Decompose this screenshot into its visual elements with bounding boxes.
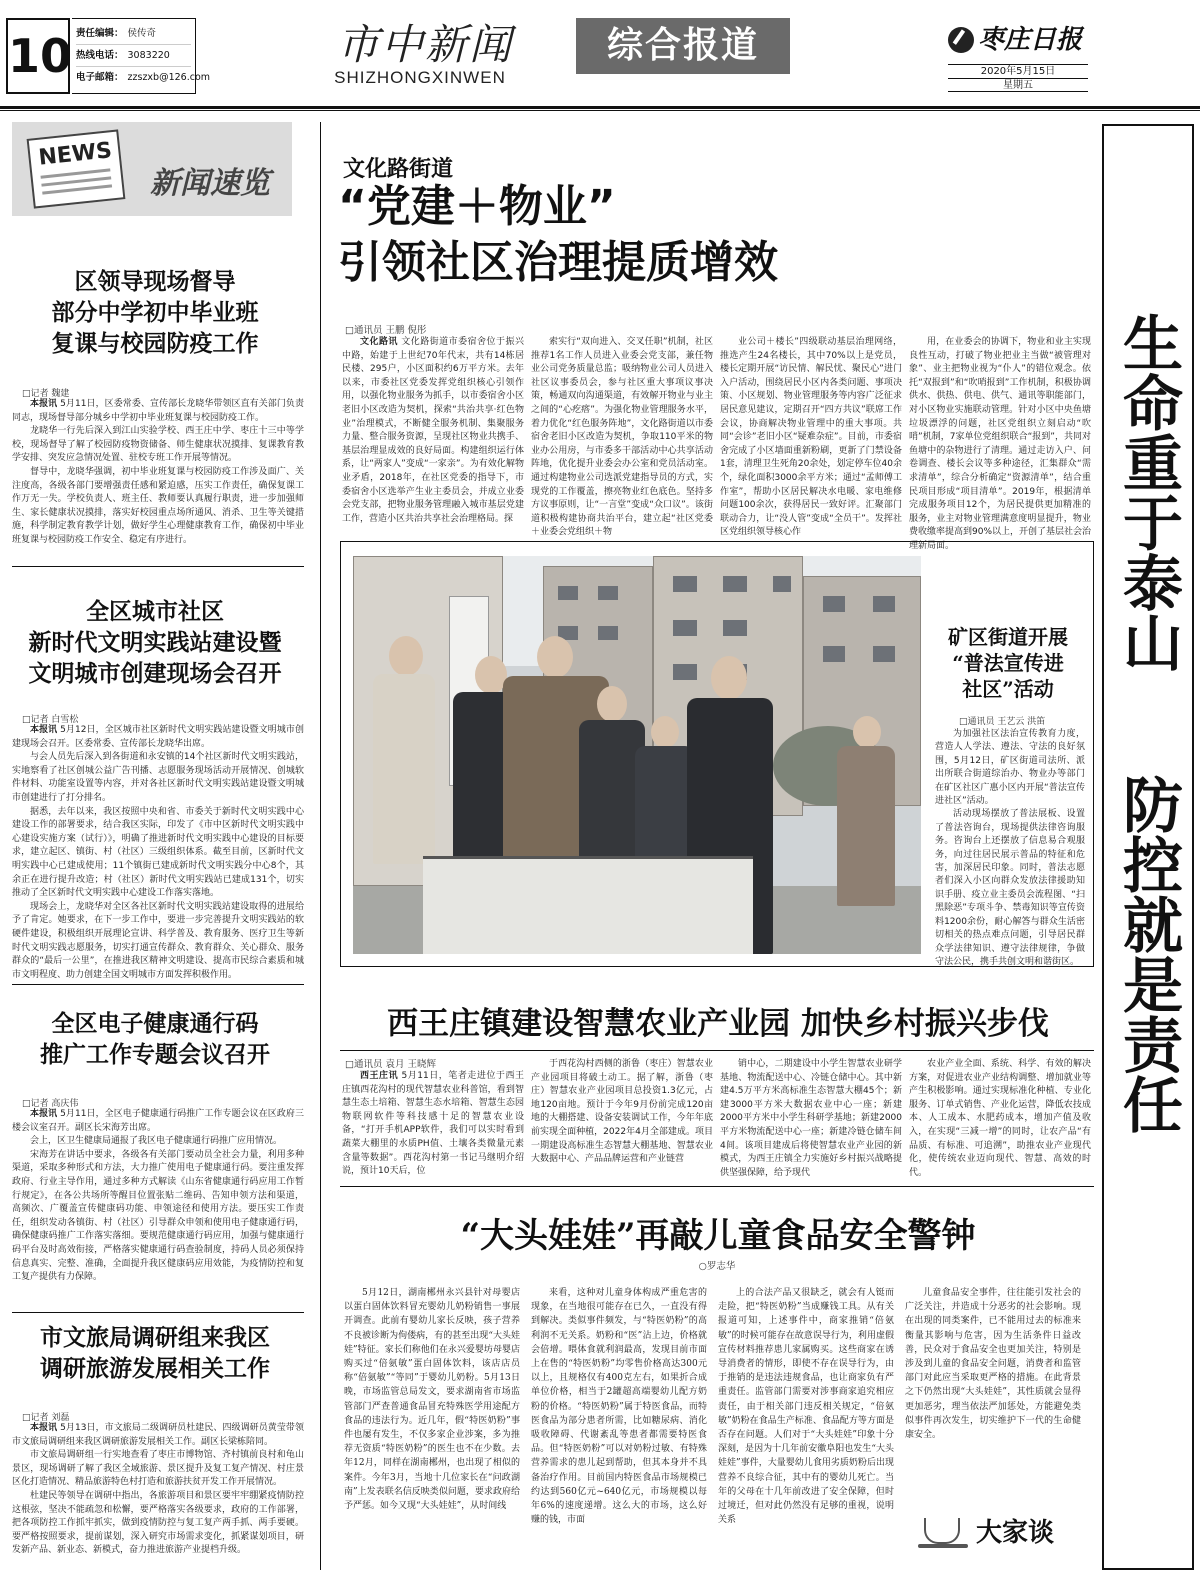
slogan-line-2 bbox=[1104, 774, 1192, 1134]
news-flash-label: 新闻速览 bbox=[150, 166, 270, 201]
mid-column-1: 西王庄讯 5月11日，笔者走进位于西王庄镇西花沟村的现代智慧农业科普馆，看到智慧生态土培箱、智慧生态水培箱、智慧生态园物联网软件等科技感十足的智慧农业设备，“打开手机APP软件，我们可以实时看到蔬菜大棚里的水质PH值、土壤各类微量元素含量等数据”。西花沟村第一书记马继明介绍说，预计10天后，位 bbox=[342, 1071, 524, 1177]
lead-column-1: 文化路讯 文化路街道市委宿舍位于振兴中路，始建于上世纪70年代末，共有14栋居民楼、295户，小区面积约6万平方米。去年以来，市委社区党委发挥党组织核心引领作用，以强化物业服务为抓手，以市委宿舍小区老旧小区改造为契机，探索“共治共享·红色物业”治理模式，不断健全服务机制、集聚服务力量、整合服务资源，呈现社区物业共携手、基层治理显成效的良好局面。构建组织运行体系，让“两家人”变成“一家亲”。为有效化解物业矛盾，2018年，在社区党委的指导下，市委宿舍小区选举产生业主委员会，并成立业委会党支部，把物业服务管理融入城市基层党建工作，营造小区共治共享社会治理格局。探 bbox=[342, 337, 524, 524]
commentary-column-1: 5月12日，湖南郴州永兴县针对母婴店以蛋白固体饮料冒充婴幼儿奶粉销售一事展开调查。此前有婴幼儿家长反映，孩子营养不良被诊断为佝偻病，有的甚至出现“大头娃娃”特征。家长们称他们在永兴爱婴坊母婴店购买过“倍氨敏”蛋白固体饮料，该店店员称“倍氨敏”“等同”于婴幼儿奶粉。5月13日晚，市场监管总局发文，要求湖南省市场监管部门严查普通食品冒充特殊医学用途配方食品的违法行为。近几年，假“特医奶粉”事件也屡有发生，不仅多家企业涉案，多为推荐无资质“特医奶粉”的医生也不在少数。去年12月，同样在湖南郴州，也出现了相似的案件。今年3月，当地十几位家长在“问政湖南”上发表联名信反映类似问题，要求政府给予严惩。如今又现“大头娃娃”，从时间线 bbox=[344, 1288, 520, 1512]
editor-name: 侯传奇 bbox=[127, 28, 157, 39]
commentary-column-2: 来看，这种对儿童身体构成严重危害的现象，在当地很可能存在已久，一直没有得到解决。类似事件频发，与“特医奶粉”的高利润不无关系。奶粉和“医”沾上边，价格就会倍增。喂体食就利润最高，发现目前市面上在售的“特医奶粉”均零售价格高达300元以上，且规格仅有400克左右，如果折合成单位价格，相当于2罐超高端婴幼儿配方奶粉的价格。“特医奶粉”属于特医食品，而特医食品为部分患者所需，比如糖尿病、消化吸收障碍、代谢紊乱等患者都需要特医食品。但“特医奶粉”可以对奶粉过敏、有特殊营养需求的患儿起到帮助，但其本身并不具备治疗作用。目前国内特医食品市场规模已约达到560亿元~640亿元，市场规模以每年6%的速度递增。这么大的市场，这么好赚的钱，市面 bbox=[531, 1288, 707, 1526]
left-article-2-byline: □记者 白雪松 bbox=[22, 715, 79, 725]
photo-story-byline: □通讯员 王艺云 洪笛 bbox=[959, 717, 1046, 727]
commentary-column-3: 上的合法产品又很缺乏，就会有人铤而走险，把“特医奶粉”当成赚钱工具。从有关报道可知，上述事件中，商家推销“倍氨敏”的时候可能存在故意误导行为，利用虚假宣传材料推荐患儿家属购买。这些商家在诱导消费者的情形，即使不存在误导行为，由于推销的是违法违规食品，也让商家负有严重责任。监管部门需要对涉事商家追究相应责任，由于相关部门违反相关规定，“倍氨敏”奶粉在食品生产标准、食品配方等方面是否存在问题。人们对于“大头娃娃”印象十分深刻，是因为十几年前安徽阜阳也发生“大头娃娃”事件，大量婴幼儿食用劣质奶粉后出现营养不良综合征，其中有的婴幼儿死亡。当年的父母在十几年前改进了安全保障，但时过境迁，但对此仍然没有足够的重视，说明关系 bbox=[718, 1288, 894, 1526]
masthead-rule-thin bbox=[0, 110, 1200, 111]
photo-story-title: 矿区街道开展 “普法宣传进 社区”活动 bbox=[948, 625, 1068, 701]
divider bbox=[340, 1050, 1094, 1051]
commentary-author: ○罗志华 bbox=[698, 1261, 736, 1272]
commentary-title: “大头娃娃”再敲儿童食品安全警钟 bbox=[460, 1216, 976, 1256]
mid-column-3: 销中心，二期建设中小学生智慧农业研学基地、物流配送中心、冷链仓储中心。其中新建4.5万平方米高标准生态智慧大棚45个；新建3000平方米大数据农业中心一座；新建2000平方米中小学生科研学基地；新建2000平方米物流配送中心一座；新建冷链仓储车间4间。该项目建成后将使智慧农业产业园的新模式，为西王庄镇全力实施好乡村振兴战略提供坚强保障，给予现代 bbox=[720, 1059, 902, 1178]
news-flash-header bbox=[12, 122, 292, 216]
column-label-dajiatan bbox=[918, 1506, 1088, 1556]
divider bbox=[340, 1186, 1094, 1187]
masthead bbox=[0, 0, 1200, 112]
left-article-1-headline: 区领导现场督导 部分中学初中毕业班 复课与校园防疫工作 bbox=[51, 268, 259, 357]
email: zzszxb@126.com bbox=[127, 72, 211, 83]
left-article-4-body: 本报讯 5月13日，市文旅局二级调研员杜建民、四级调研员黄莹带领市文旅局调研组来我区调研旅游发展相关工作。副区长梁栋陪同。 市文旅局调研组一行实地查看了枣庄市博物馆、齐村镇前良村和龟山景区，现场调研了解了我区全域旅游、景区提升及复工复产情况、村庄景区化打造情况、精品旅游特色村打造和旅游扶贫开发工作开展情况。 杜建民等领导在调研中指出，各旅游项目和景区要牢牢绷紧疫情防控这根弦，坚决不能疏忽和松懈，要严格落实各级要求，政府的工作部署，把各项防控工作抓牢抓实，做到疫情防控与复工复产两手抓、两手要硬。要严格按照要求，提前谋划，深入研究市场需求变化，抓紧谋划项目，研发新产品、新业态、新模式，奋力推进旅游产业提档升级。 bbox=[12, 1423, 304, 1556]
masthead-rule bbox=[0, 106, 1200, 109]
column-label-text: 大家谈 bbox=[976, 1518, 1055, 1548]
left-article-4-byline: □记者 刘磊 bbox=[22, 1413, 70, 1423]
left-article-2-body: 本报讯 5月12日，全区城市社区新时代文明实践站建设暨文明城市创建现场会召开。区委常委、宣传部长龙晓华出席。 与会人员先后深入到各街道和永安镇的14个社区新时代文明实践站，实地察看了社区创城公益广告刊播、志愿服务现场活动开展情况、创城软件材料、功能室设置等内容，并对各社区新时代文明实践站建设暨文明城市创建进行了打分排名。 据悉，去年以来，我区按照中央和省、市委关于新时代文明实践中心建设工作的部署要求，结合我区实际，印发了《市中区新时代文明实践中心建设实施方案（试行）》，明确了推进新时代文明实践中心建设的目标要求，建立起区、镇街、村（社区）三级组织体系。截至目前，区新时代文明实践中心已建成使用；11个镇街已建成新时代文明实践分中心8个，其余正在进行提升改造；村（社区）新时代文明实践站已建成131个，切实推动了全区新时代文明实践中心建设工作落实落地。 现场会上，龙晓华对全区各社区新时代文明实践站建设取得的进展给予了肯定。她要求，在下一步工作中，要进一步完善提升文明实践站的软硬件建设，积极组织开展理论宣讲、科学普及、教育服务、医疗卫生等新时代文明实践志愿服务，切实打通宣传群众、教育群众、关心群众、服务群众的“最后一公里”，在推进我区精神文明建设、提高市民综合素质和城市文明程度、助力创建全国文明城市方面发挥积极作用。 bbox=[12, 725, 304, 980]
editor-info: 责任编辑： 侯传奇 热线电话： 3083220 电子邮箱： zzszxb@126.com bbox=[72, 18, 196, 94]
hotline: 3083220 bbox=[127, 50, 170, 61]
left-article-3-headline: 全区电子健康通行码 推广工作专题会议召开 bbox=[40, 1010, 270, 1068]
lead-column-3: 业公司＋楼长”四级联动基层治理网络，推选产生24名楼长，其中70%以上是党员，楼长定期开展“访民情、解民忧、聚民心”进门入户活动，围绕居民小区内各类问题、事项决策、小区规划、物业管理服务等内容广泛征求居民意见建议，定期召开“四方共议”联席工作会议，协商解决物业管理中的重大事项。共同“会诊”老旧小区“疑难杂症”。目前，市委宿舍完成了小区墙面重新粉刷，更新了门禁设备1套，清理卫生死角20余处，划定停车位40余个，绿化面积3000余平方米；通过“孟师傅工作室”，帮助小区居民解决水电暖、家电维修问题100余次，获得居民一致好评。汇聚部门联动合力，让“没人管”变成“全员干”。发挥社区党组织领导核心作 bbox=[720, 337, 902, 538]
column-logo: 市中新闻 bbox=[336, 20, 513, 69]
paper-logo: 枣庄日报 bbox=[948, 20, 1098, 60]
news-photo bbox=[353, 556, 921, 954]
mid-column-2: 于西花沟村西侧的浙鲁（枣庄）智慧农业产业园项目将破土动工。据了解，浙鲁（枣庄）智慧农业产业园项目总投资1.3亿元，占地120亩地。预计于今年9月份前完成120亩地的大棚搭建、设备安装调试工作，今年年底前实现全面种植，2022年4月全部建成。项目一期建设高标准生态智慧大棚基地、智慧农业大数据中心、产品品牌运营和产业链营 bbox=[531, 1059, 713, 1165]
lead-title-line-1: “党建＋物业” bbox=[338, 181, 616, 232]
lead-kicker: 文化路街道 bbox=[343, 156, 454, 182]
weekday: 星期五 bbox=[948, 78, 1088, 92]
page-number: 10 bbox=[6, 18, 70, 94]
column-divider bbox=[320, 122, 321, 1570]
slogan-text: 防控就是责任 bbox=[1113, 774, 1183, 1134]
date: 2020年5月15日 bbox=[948, 64, 1088, 78]
commentary-column-4: 儿童食品安全事件，往往能引发社会的广泛关注，并造成十分恶劣的社会影响。现在出现的同类案件，已不能用过去的标准来衡量其影响与危害，因为生活条件日益改善，民众对于食品安全也更加关注，特别是涉及到儿童的食品安全问题，消费者和监管部门对此应当采取更严格的措施。在此背景之下仍然出现“大头娃娃”，其性质就会显得更加恶劣，理当依法严加惩处，方能避免类似事件再次发生，切实维护下一代的生命健康安全。 bbox=[905, 1288, 1081, 1441]
lead-byline: □通讯员 王鹏 倪彤 bbox=[345, 325, 427, 336]
mid-column-4: 农业产业全面、系统、科学、有效的解决方案，对促进农业产业结构调整、增加就业等产生积极影响。通过实现标准化种植、专业化服务、订单式销售、产业化运营，降低农技成本、人工成本、水肥药成本，增加产值及收入，在实现“三减一增”的同时，让农产品“有品质、有标准、可追溯”，助推农业产业现代化，使传统农业迈向现代、智慧、高效的时代。 bbox=[909, 1059, 1091, 1178]
photo-story bbox=[340, 541, 1094, 967]
mid-story-byline: □通讯员 袁月 王晓辉 bbox=[345, 1059, 437, 1070]
left-article-2-headline: 全区城市社区 新时代文明实践站建设暨 文明城市创建现场会召开 bbox=[28, 598, 282, 687]
lead-column-4: 用，在业委会的协调下，物业和业主实现良性互动，打破了物业把业主当做“被管理对象”、业主把物业视为“仆人”的错位观念。依托“双报到”和“吹哨报到”工作机制，积极协调供水、供热、供电、供气、通讯等职能部门，对小区物业实施联动管理。针对小区中央鱼塘垃圾漂浮的问题，社区党组织立刻启动“吹哨”机制，7家单位党组织联合“报到”，共同对鱼塘中的杂物进行了清理。通过走访入户、问卷调查、楼长会议等多种途径，汇集群众“需求清单”，综合分析确定“资源清单”，结合重民项目形成“项目清单”。2019年，根据清单完成服务项目12个，为居民提供更加精准的服务，业主对物业管理满意度明显提升，物业费收缴率提高到90%以上，开创了基层社会治理新局面。 bbox=[909, 337, 1092, 551]
left-article-3-body: 本报讯 5月11日，全区电子健康通行码推广工作专题会议在区政府三楼会议室召开。副区长宋海芳出席。 会上，区卫生健康局通报了我区电子健康通行码推广应用情况。 宋海芳在讲话中要求，各级各有关部门要动员全社会力量，利用多种渠道，采取多种形式和方法，大力推广使用电子健康通行码。要注重发挥政府、行业主导作用，通过多种方式解读《山东省健康通行码应用工作暂行规定》，在各公共场所等醒目位置张贴二维码、告知申领方法和渠道，高频次、广覆盖宣传健康码功能、申领途径和使用方法。要压实工作责任，组织发动各镇街、村（社区）引导群众申领和使用电子健康通行码，确保健康码推广工作落实落细。要规范健康通行码应用，加强与健康通行码平台及时高效衔接，严格落实健康通行码查验制度，持码人员必须保持信息真实、完整、准确，全面提升我区健康码应用效能，为疫情防控和复工复产提供有力保障。 bbox=[12, 1109, 304, 1283]
left-article-1-byline: □记者 魏建 bbox=[22, 389, 70, 399]
divider bbox=[12, 566, 304, 567]
lead-column-2: 索实行“双向进入、交叉任职”机制，社区推荐1名工作人员进入业委会党支部，兼任物业公司党务质量总监；吸纳物业公司人员进入社区议事委员会，参与社区重大事项议事决策，畅通双向沟通渠道，有效解开物业与业主之间的“心疙瘩”。为强化物业管理服务水平，着力优化“红色服务阵地”，文化路街道以市委宿舍老旧小区改造为契机，争取110平米的物业办公用房，与市委多干部活动中心共享活动阵地，优化提升业委会办公室和党员活动室。通过构建物业公司选派党建指导员的方式，实现党的工作覆盖，擦亮物业红色底色。坚持多方议事原则，让“一言堂”变成“众口议”。该街道积极构建协商共治平台，建立起“社区党委＋业委会党组织＋物 bbox=[531, 337, 713, 538]
section-title: 综合报道 bbox=[576, 18, 790, 74]
divider bbox=[12, 984, 304, 985]
teacup-icon bbox=[924, 1518, 960, 1544]
photo-story-body: 为加强社区法治宣传教育力度，营造人人学法、遵法、守法的良好氛围，5月12日，矿区街道司法所、派出所联合街道综治办、物业办等部门在矿区社区广惠小区内开展“普法宣传进社区”活动。 活动现场摆放了普法展板、设置了普法咨询台，现场提供法律咨询服务。咨询台上还摆放了信息易合观服务，向过往居民展示普品的特征和危害，加深居民印象。同时，普法志愿者们深入小区向群众发放法律援助知识手册、疫立业主委员会流程图、“扫黑除恶”专项斗争、禁毒知识等宣传资料1200余份，耐心解答与群众生活密切相关的热点难点问题，引导居民群众学法律知识、遵守法律规律，争做守法公民，携手共创文明和谐街区。 bbox=[935, 729, 1085, 967]
slogan-line-1 bbox=[1104, 312, 1192, 672]
vertical-slogan-banner bbox=[1102, 124, 1194, 1570]
mid-story-title: 西王庄镇建设智慧农业产业园 加快乡村振兴步伐 bbox=[387, 1006, 1049, 1042]
left-article-3-byline: □记者 高庆伟 bbox=[22, 1099, 79, 1109]
column-logo-en: SHIZHONGXINWEN bbox=[334, 68, 506, 87]
issue-date bbox=[948, 64, 1088, 92]
left-article-1-body: 本报讯 5月11日，区委常委、宣传部长龙晓华带领区直有关部门负责同志，现场督导部分城乡中学初中毕业班复课与校园防疫工作。 龙晓华一行先后深入到江山实验学校、西王庄中学、枣庄十三中等学校，现场督导了解了校园防疫物资储备、师生健康状况摸排、复课教育教学安排、突发应急情况处置、驻校专班工作开展等情况。 督导中，龙晓华强调，初中毕业班复课与校园防疫工作涉及面广、关注度高，各级各部门要增强责任感和紧迫感，压实工作责任，确保复课工作万无一失。学校负责人、班主任、教师要认真履行职责，进一步加强师生、家长健康状况摸排，落实好校园重点场所通风、消杀、卫生等关键措施，科学制定教育教学计划，做好学生心理健康教育工作，确保初中毕业班复课与校园防疫工作安全、稳定有序进行。 bbox=[12, 399, 304, 545]
lead-title-line-2: 引领社区治理提质增效 bbox=[338, 237, 778, 288]
slogan-text: 生命重于泰山 bbox=[1113, 312, 1183, 672]
newspaper-icon: NEWS bbox=[27, 129, 126, 208]
left-article-4-headline: 市文旅局调研组来我区 调研旅游发展相关工作 bbox=[40, 1324, 270, 1382]
divider bbox=[12, 1312, 304, 1313]
paper-logo-icon bbox=[948, 27, 974, 53]
